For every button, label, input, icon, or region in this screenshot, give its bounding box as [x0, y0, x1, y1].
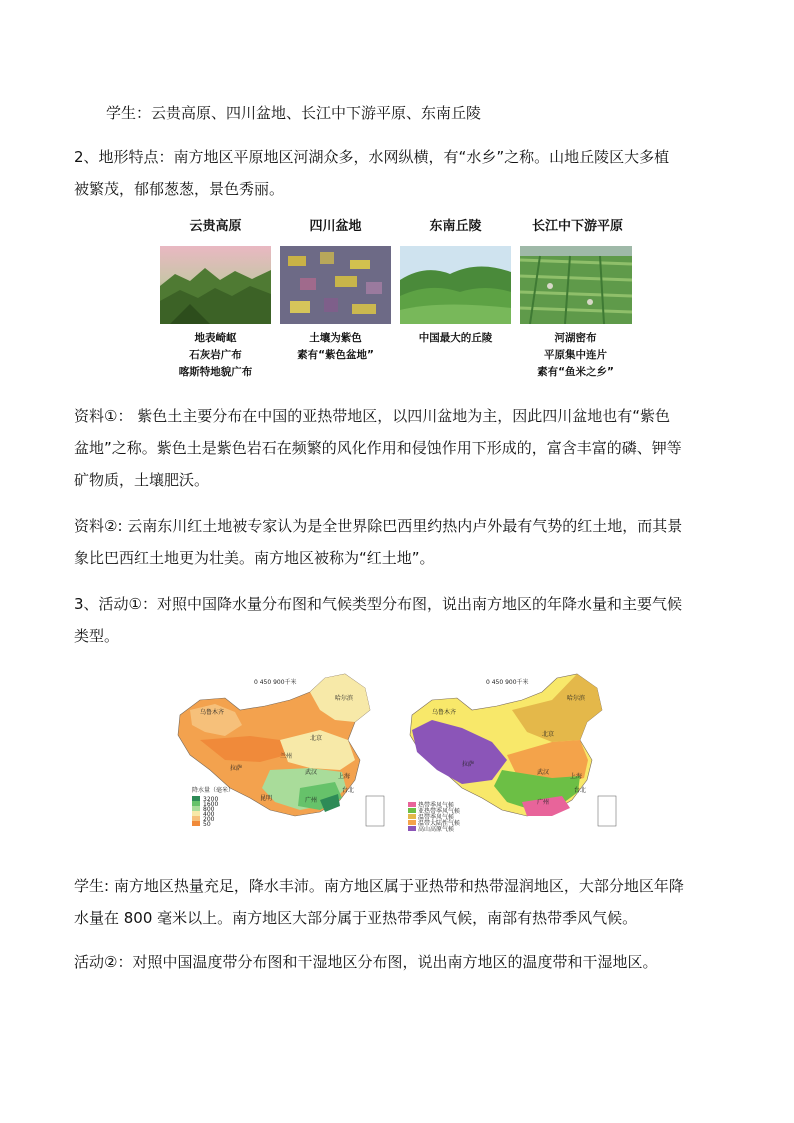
- landform-caption: 中国最大的丘陵: [418, 332, 493, 344]
- map-city-label: 兰州: [280, 753, 293, 760]
- map-legend-title: 降水量（毫米）: [192, 787, 235, 794]
- landform-title: 云贵高原: [189, 219, 242, 234]
- landform-yungui: [160, 216, 271, 380]
- map-city-label: 乌鲁木齐: [200, 709, 225, 716]
- landform-southeast-hills: [400, 216, 511, 380]
- svg-text:1600: 1600: [203, 801, 219, 808]
- svg-text:温带季风气候: 温带季风气候: [418, 814, 455, 821]
- material2-line-1: 资料②: 云南东川红土地被专家认为是全世界除巴西里约热内卢外最有气势的红土地，而其景: [74, 517, 683, 535]
- map-city-label: 哈尔滨: [567, 695, 586, 702]
- svg-text:50: 50: [203, 821, 211, 828]
- southeast-hills-photo: [400, 246, 511, 324]
- landform-title: 四川盆地: [309, 219, 362, 234]
- student-answer-2-line-2: 水量在 800 毫米以上。南方地区大部分属于亚热带季风气候，南部有热带季风气候。: [74, 909, 638, 927]
- map-scale: 0 450 900千米: [486, 679, 529, 686]
- material1-line-3: 矿物质，土壤肥沃。: [74, 471, 210, 489]
- precipitation-map: [170, 670, 390, 832]
- svg-text:3200: 3200: [203, 796, 219, 803]
- map-city-label: 乌鲁木齐: [432, 709, 457, 716]
- svg-text:800: 800: [203, 806, 215, 813]
- map-city-label: 哈尔滨: [335, 695, 354, 702]
- material1-line-2: 盆地”之称。紫色土是紫色岩石在频繁的风化作用和侵蚀作用下形成的，富含丰富的磷、钾等: [74, 439, 682, 457]
- landform-title: 东南丘陵: [429, 219, 482, 234]
- climate-map: [402, 670, 622, 832]
- student-answer-2-line-1: 学生: 南方地区热量充足，降水丰沛。南方地区属于亚热带和热带湿润地区，大部分地区年降: [74, 877, 684, 895]
- terrain-line-2: 被繁茂，郁郁葱葱，景色秀丽。: [74, 180, 285, 198]
- landform-caption: 河湖密布 平原集中连片 素有“鱼米之乡”: [537, 332, 614, 378]
- map-city-label: 广州: [537, 799, 550, 806]
- svg-text:400: 400: [203, 811, 215, 818]
- activity1-line-2: 类型。: [74, 627, 120, 645]
- map-city-label: 昆明: [260, 795, 273, 802]
- material2-line-2: 象比巴西红土地更为壮美。南方地区被称为“红土地”。: [74, 549, 435, 567]
- sichuan-basin-photo: [280, 246, 391, 324]
- map-city-label: 上海: [338, 773, 351, 780]
- map-city-label: 北京: [542, 731, 555, 738]
- landform-caption: 地表崎岖 石灰岩广布 喀斯特地貌广布: [178, 332, 253, 378]
- map-city-label: 武汉: [537, 769, 550, 776]
- svg-text:高山高原气候: 高山高原气候: [418, 826, 455, 832]
- yungui-plateau-photo: [160, 246, 271, 324]
- landform-sichuan: [280, 216, 391, 380]
- map-city-label: 广州: [305, 797, 318, 804]
- terrain-line-1: 2、地形特点：南方地区平原地区河湖众多，水网纵横，有“水乡”之称。山地丘陵区大多植: [74, 148, 670, 166]
- svg-text:温带大陆性气候: 温带大陆性气候: [418, 820, 461, 827]
- map-city-label: 台北: [574, 787, 587, 794]
- map-city-label: 拉萨: [462, 761, 475, 768]
- map-city-label: 拉萨: [230, 765, 243, 772]
- map-city-label: 武汉: [305, 769, 318, 776]
- yangtze-plain-photo: [520, 246, 632, 324]
- svg-text:200: 200: [203, 816, 215, 823]
- map-city-label: 北京: [310, 735, 323, 742]
- map-city-label: 台北: [342, 787, 355, 794]
- activity1-line-1: 3、活动①：对照中国降水量分布图和气候类型分布图，说出南方地区的年降水量和主要气候: [74, 595, 682, 613]
- landform-yangtze-plain: [520, 216, 635, 380]
- landform-title: 长江中下游平原: [531, 219, 623, 234]
- student-answer-1: 学生：云贵高原、四川盆地、长江中下游平原、东南丘陵: [106, 104, 482, 122]
- activity2: 活动②：对照中国温度带分布图和干湿地区分布图，说出南方地区的温度带和干湿地区。: [74, 953, 658, 971]
- material1-line-1: 资料①： 紫色土主要分布在中国的亚热带地区，以四川盆地为主，因此四川盆地也有“紫色: [74, 407, 670, 425]
- map-scale: 0 450 900千米: [254, 679, 297, 686]
- map-city-label: 上海: [570, 773, 583, 780]
- svg-text:热带季风气候: 热带季风气候: [418, 802, 455, 809]
- landform-figure: [160, 216, 635, 380]
- svg-text:亚热带季风气候: 亚热带季风气候: [418, 808, 461, 815]
- landform-caption: 土壤为紫色 素有“紫色盆地”: [297, 332, 374, 361]
